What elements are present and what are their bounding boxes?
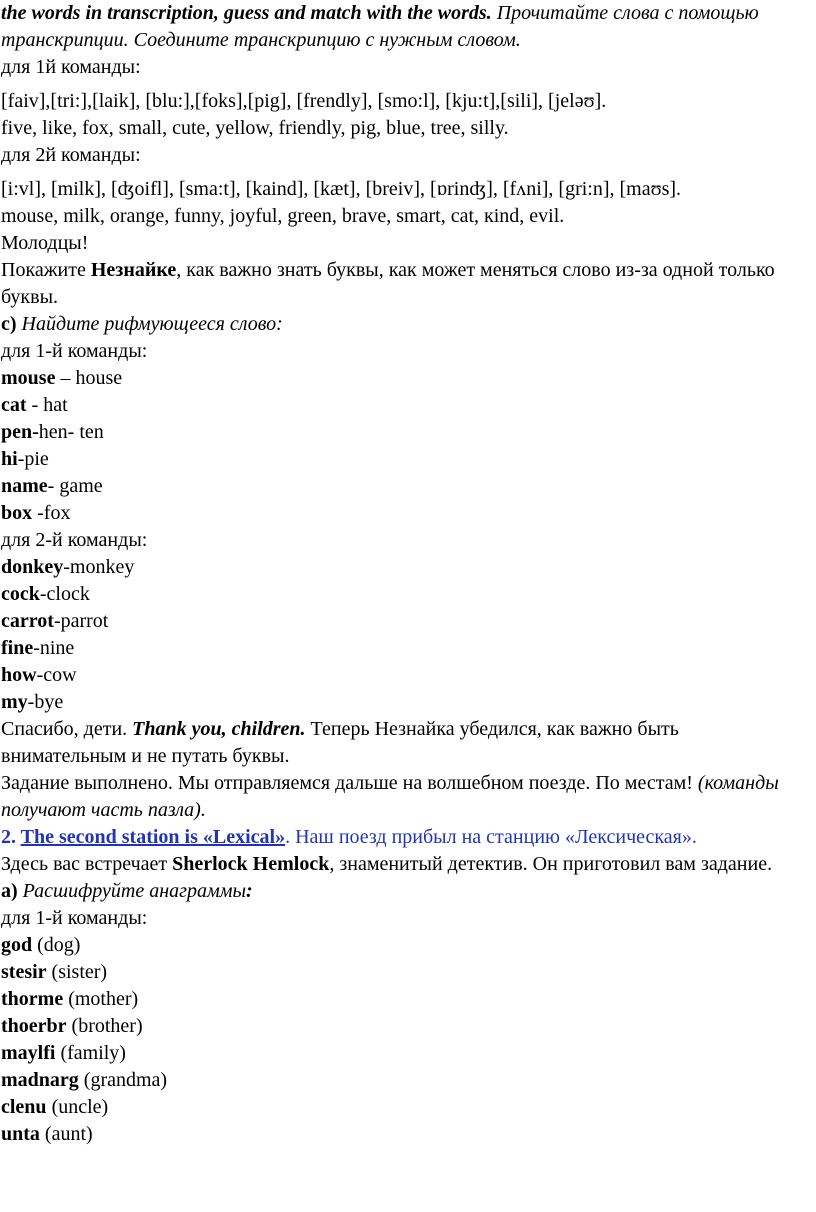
list-item: hi-pie [1, 448, 49, 470]
list-item: thoerbr (brother) [1, 1015, 143, 1037]
team1-header: для 1й команды: [1, 56, 141, 78]
list-item: madnarg (grandma) [1, 1069, 168, 1091]
list-item: donkey-monkey [1, 556, 135, 578]
praise-line: Молодцы! [1, 232, 89, 254]
team1-words: five, like, fox, small, cute, yellow, friendly, pig, blue, tree, silly. [1, 117, 509, 139]
thanks-paragraph: Спасибо, дети. Thank you, children. Теперь Незнайка убедился, как важно быть внимательным и не путать буквы. [1, 718, 679, 767]
list-item: pen-hen- ten [1, 421, 104, 443]
sherlock-paragraph: Здесь вас встречает Sherlock Hemlock, знаменитый детектив. Он приготовил вам задание. [1, 853, 773, 875]
list-item: my-bye [1, 691, 64, 713]
task-c-heading: c) Найдите рифмующееся слово: [1, 313, 283, 335]
team2-header: для 2й команды: [1, 144, 141, 166]
intro-russian: Прочитайте слова с помощью транскрипции. Соедините транскрипцию с нужным словом. [1, 2, 759, 51]
intro-paragraph [1, 0, 808, 54]
team2-words: mouse, milk, orange, funny, joyful, green, brave, smart, cat, кind, evil. [1, 205, 565, 227]
neznaika-name: Незнайке [90, 259, 177, 281]
list-item: clenu (uncle) [1, 1096, 109, 1118]
list-item: stesir (sister) [1, 961, 108, 983]
list-item: god (dog) [1, 934, 81, 956]
anagrams-header: для 1-й команды: [1, 907, 148, 929]
team2-transcriptions: [i:vl], [milk], [ʤoifl], [sma:t], [kaind], [kæt], [breiv], [ɒrinʤ], [fʌni], [gri:n], [maʊs]. [1, 178, 682, 200]
task-a-heading: a) Расшифруйте анаграммы: [1, 880, 253, 902]
station2-title-link[interactable]: The second station is «Lexical» [20, 826, 286, 848]
anagram-list [1, 932, 808, 1148]
rhyme-team1-header: для 1-й команды: [1, 340, 148, 362]
list-item: fine-nine [1, 637, 75, 659]
rhyme-team2-list [1, 554, 808, 716]
list-item: mouse – house [1, 367, 123, 389]
sherlock-name: Sherlock Hemlock [172, 853, 330, 875]
rhyme-team2-header: для 2-й команды: [1, 529, 148, 551]
list-item: name- game [1, 475, 103, 497]
list-item: thorme (mother) [1, 988, 139, 1010]
list-item: box -fox [1, 502, 71, 524]
rhyme-team1-list [1, 365, 808, 527]
list-item: maylfi (family) [1, 1042, 126, 1064]
show-paragraph: Покажите Незнайке, как важно знать буквы, как может меняться слово из-за одной только буквы. [1, 259, 775, 308]
list-item: unta (aunt) [1, 1123, 93, 1145]
intro-english: the words in transcription, guess and match with the words. [1, 2, 492, 24]
list-item: how-cow [1, 664, 77, 686]
station2-heading: 2. The second station is «Lexical». Наш поезд прибыл на станцию «Лексическая». [1, 826, 697, 848]
team1-transcriptions: [faiv],[tri:],[laik], [blu:],[foks],[pig], [frendly], [smo:l], [kju:t],[sili], [jeləʊ]. [1, 90, 607, 112]
list-item: carrot-parrot [1, 610, 109, 632]
list-item: cock-clock [1, 583, 90, 605]
list-item: cat - hat [1, 394, 68, 416]
done-paragraph: Задание выполнено. Мы отправляемся дальше на волшебном поезде. По местам! (команды получают часть пазла). [1, 772, 779, 821]
